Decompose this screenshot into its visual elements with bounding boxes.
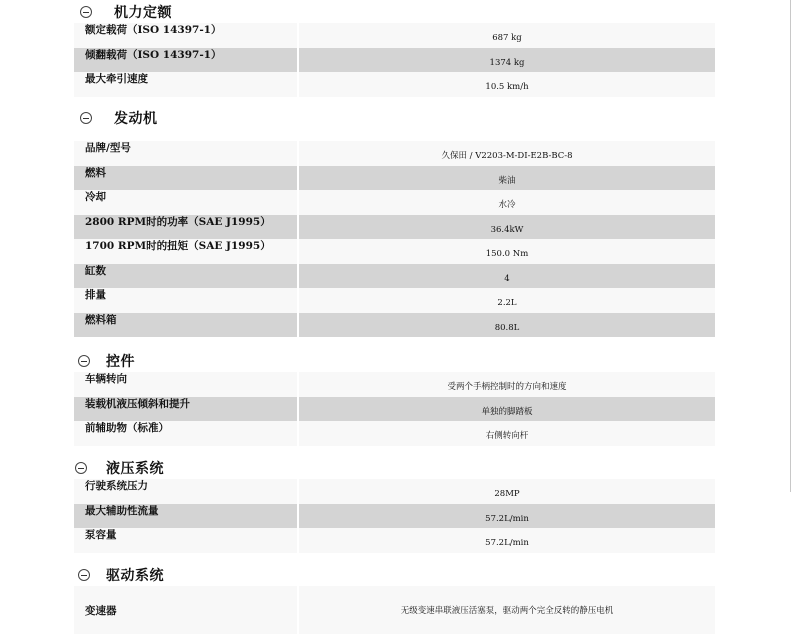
spec-value: 水冷 — [299, 190, 715, 215]
spec-value: 单独的脚踏板 — [299, 397, 715, 422]
collapse-icon[interactable] — [80, 112, 92, 124]
table-row — [74, 190, 715, 215]
spec-label: 变速器 — [74, 586, 297, 634]
spec-label: 最大辅助性流量 — [74, 504, 297, 529]
table-row — [74, 239, 715, 264]
spec-value: 4 — [299, 264, 715, 289]
collapse-icon[interactable] — [78, 355, 90, 367]
table-row — [74, 504, 715, 529]
table-row — [74, 141, 715, 166]
spec-label: 品牌/型号 — [74, 141, 297, 166]
spec-value: 柴油 — [299, 166, 715, 191]
spec-label: 行驶系统压力 — [74, 479, 297, 504]
spec-label: 最大牵引速度 — [74, 72, 297, 97]
spec-label: 车辆转向 — [74, 372, 297, 397]
spec-value: 80.8L — [299, 313, 715, 338]
table-row — [74, 421, 715, 446]
spec-label: 冷却 — [74, 190, 297, 215]
spec-value: 2.2L — [299, 288, 715, 313]
spec-label: 倾翻载荷（ISO 14397-1） — [74, 48, 297, 73]
spec-table-drivetrain — [74, 586, 715, 634]
spec-value: 28MP — [299, 479, 715, 504]
spec-label: 燃料箱 — [74, 313, 297, 338]
spec-label: 2800 RPM时的功率（SAE J1995） — [74, 215, 297, 240]
spec-label: 装载机液压倾斜和提升 — [74, 397, 297, 422]
table-row — [74, 313, 715, 338]
spec-value: 10.5 km/h — [299, 72, 715, 97]
table-row — [74, 264, 715, 289]
spec-table-rated-capacity — [74, 23, 715, 97]
spec-value: 1374 kg — [299, 48, 715, 73]
spec-table-hydraulics — [74, 479, 715, 553]
spec-value: 57.2L/min — [299, 504, 715, 529]
spec-table-engine — [74, 141, 715, 337]
spec-label: 泵容量 — [74, 528, 297, 553]
page-edge-rule — [790, 0, 791, 492]
section-title: 发动机 — [114, 111, 158, 127]
spec-table-controls — [74, 372, 715, 446]
spec-label: 排量 — [74, 288, 297, 313]
spec-value: 687 kg — [299, 23, 715, 48]
section-title: 控件 — [106, 354, 135, 370]
table-row — [74, 288, 715, 313]
table-row — [74, 397, 715, 422]
spec-value: 57.2L/min — [299, 528, 715, 553]
collapse-icon[interactable] — [75, 462, 87, 474]
table-row — [74, 372, 715, 397]
section-header-rated-capacity[interactable] — [80, 1, 172, 23]
spec-value: 右侧转向杆 — [299, 421, 715, 446]
table-row — [74, 166, 715, 191]
section-header-engine[interactable] — [80, 107, 158, 129]
spec-value: 受两个手柄控制时的方向和速度 — [299, 372, 715, 397]
table-row — [74, 48, 715, 73]
spec-value: 36.4kW — [299, 215, 715, 240]
section-title: 驱动系统 — [106, 568, 164, 584]
spec-value: 150.0 Nm — [299, 239, 715, 264]
spec-label: 1700 RPM时的扭矩（SAE J1995） — [74, 239, 297, 264]
spec-label: 前辅助物（标准） — [74, 421, 297, 446]
spec-value: 久保田 / V2203-M-DI-E2B-BC-8 — [299, 141, 715, 166]
section-header-controls[interactable] — [78, 350, 135, 372]
section-header-drivetrain[interactable] — [78, 564, 164, 586]
table-row — [74, 215, 715, 240]
table-row — [74, 23, 715, 48]
table-row — [74, 479, 715, 504]
table-row — [74, 586, 715, 634]
section-header-hydraulics[interactable] — [75, 457, 164, 479]
spec-label: 额定载荷（ISO 14397-1） — [74, 23, 297, 48]
section-title: 机力定额 — [114, 5, 172, 21]
spec-label: 燃料 — [74, 166, 297, 191]
section-title: 液压系统 — [106, 461, 164, 477]
collapse-icon[interactable] — [80, 6, 92, 18]
table-row — [74, 72, 715, 97]
table-row — [74, 528, 715, 553]
spec-label: 缸数 — [74, 264, 297, 289]
spec-value: 无级变速串联液压活塞泵，驱动两个完全反转的静压电机 — [299, 586, 715, 634]
collapse-icon[interactable] — [78, 569, 90, 581]
